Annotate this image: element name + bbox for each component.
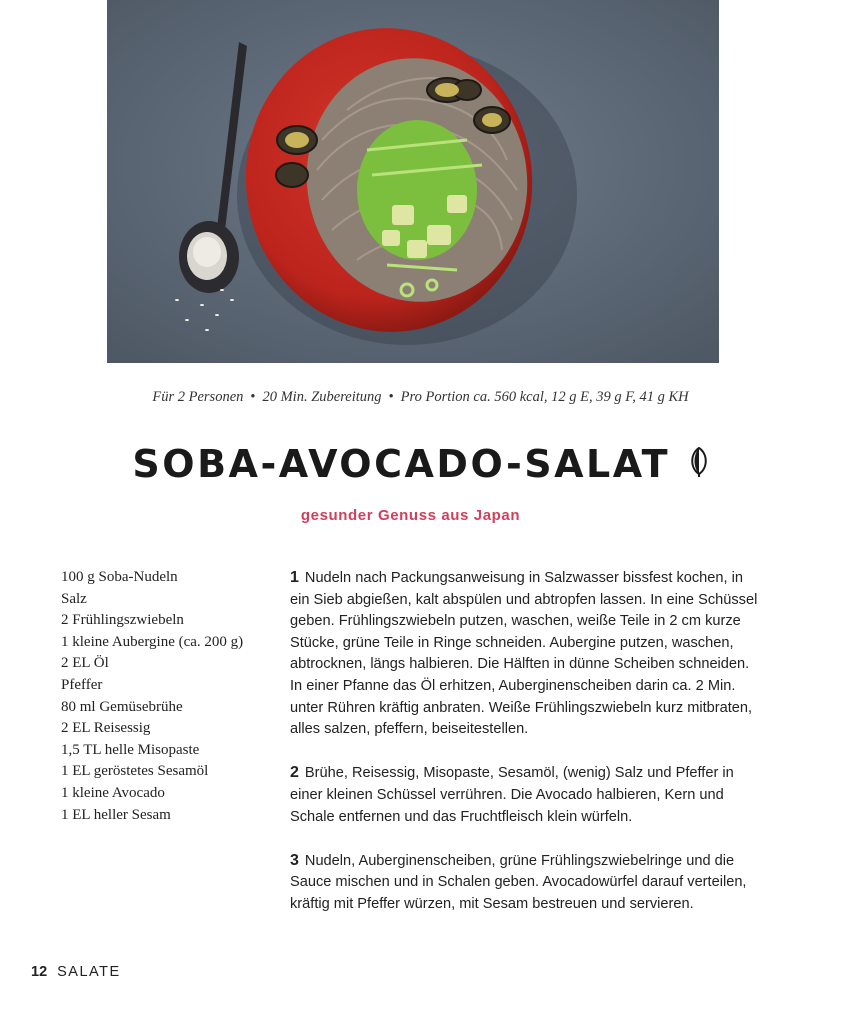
separator-dot: • (250, 389, 256, 405)
ingredient-item: 1 kleine Aubergine (ca. 200 g) (61, 633, 244, 650)
prep-time: 20 Min. Zubereitung (262, 389, 382, 405)
instruction-steps (290, 567, 765, 937)
ingredient-item: 1,5 TL helle Misopaste (61, 741, 200, 758)
ingredient-item: 80 ml Gemüsebrühe (61, 698, 183, 715)
step-1 (290, 567, 765, 741)
step-number: 3 (290, 851, 299, 869)
ingredient-item: 100 g Soba-Nudeln (61, 569, 178, 585)
ingredient-item: 1 EL geröstetes Sesamöl (61, 763, 209, 780)
step-text: Brühe, Reisessig, Misopaste, Sesamöl, (wenig) Salz und Pfeffer in einer kleinen Schüssel verrühren. Die Avocado halbieren, Kern und Schale entfernen und das Fruchtfleisch klein würfeln. (290, 765, 734, 825)
recipe-title: SOBA-AVOCADO-SALAT (132, 442, 671, 486)
leaf-icon (689, 447, 709, 482)
section-name: SALATE (57, 964, 121, 980)
ingredient-list (61, 567, 243, 826)
step-text: Nudeln, Auberginenscheiben, grüne Frühlingszwiebelringe und die Sauce mischen und in Schalen geben. Avocadowürfel darauf verteilen, kräftig mit Pfeffer würzen, mit Sesam bestreuen und servieren. (290, 852, 747, 912)
ingredient-item: 2 Frühlingszwiebeln (61, 612, 184, 629)
step-2 (290, 762, 765, 828)
step-text: Nudeln nach Packungsanweisung in Salzwasser bissfest kochen, in ein Sieb abgießen, kalt abspülen und abtropfen lassen. In eine Schüssel geben. Frühlingszwiebeln putzen, waschen, weiße Teile in 2 cm kurze Stücke, grüne Teile in Ringe schneiden. Aubergine putzen, waschen, abtrocknen, längs halbieren. Die Hälften in dünne Scheiben schneiden. In einer Pfanne das Öl erhitzen, Auberginenscheiben darin ca. 2 Min. unter Rühren kräftig anbraten. Weiße Frühlingszwiebeln kurz mitbraten, alles salzen, pfeffern, beiseitestellen. (290, 570, 758, 738)
step-3 (290, 850, 765, 916)
soba-salad-photo (107, 0, 719, 363)
recipe-subtitle: gesunder Genuss aus Japan (300, 507, 521, 524)
ingredient-item: Pfeffer (61, 676, 103, 693)
recipe-meta (0, 389, 841, 406)
nutrition-info: Pro Portion ca. 560 kcal, 12 g E, 39 g F, 41 g KH (400, 389, 689, 405)
page-number: 12 (31, 964, 48, 980)
page-footer (31, 964, 121, 980)
ingredient-item: Salz (61, 590, 87, 607)
step-number: 2 (290, 764, 299, 782)
ingredient-item: 2 EL Reisessig (61, 720, 151, 737)
ingredient-item: 2 EL Öl (61, 655, 109, 672)
ingredient-item: 1 kleine Avocado (61, 784, 165, 801)
servings: Für 2 Personen (152, 389, 244, 405)
food-photo (107, 0, 719, 363)
title-row (0, 442, 841, 486)
separator-dot: • (388, 389, 394, 405)
step-number: 1 (290, 569, 299, 586)
ingredient-item: 1 EL heller Sesam (61, 806, 171, 823)
